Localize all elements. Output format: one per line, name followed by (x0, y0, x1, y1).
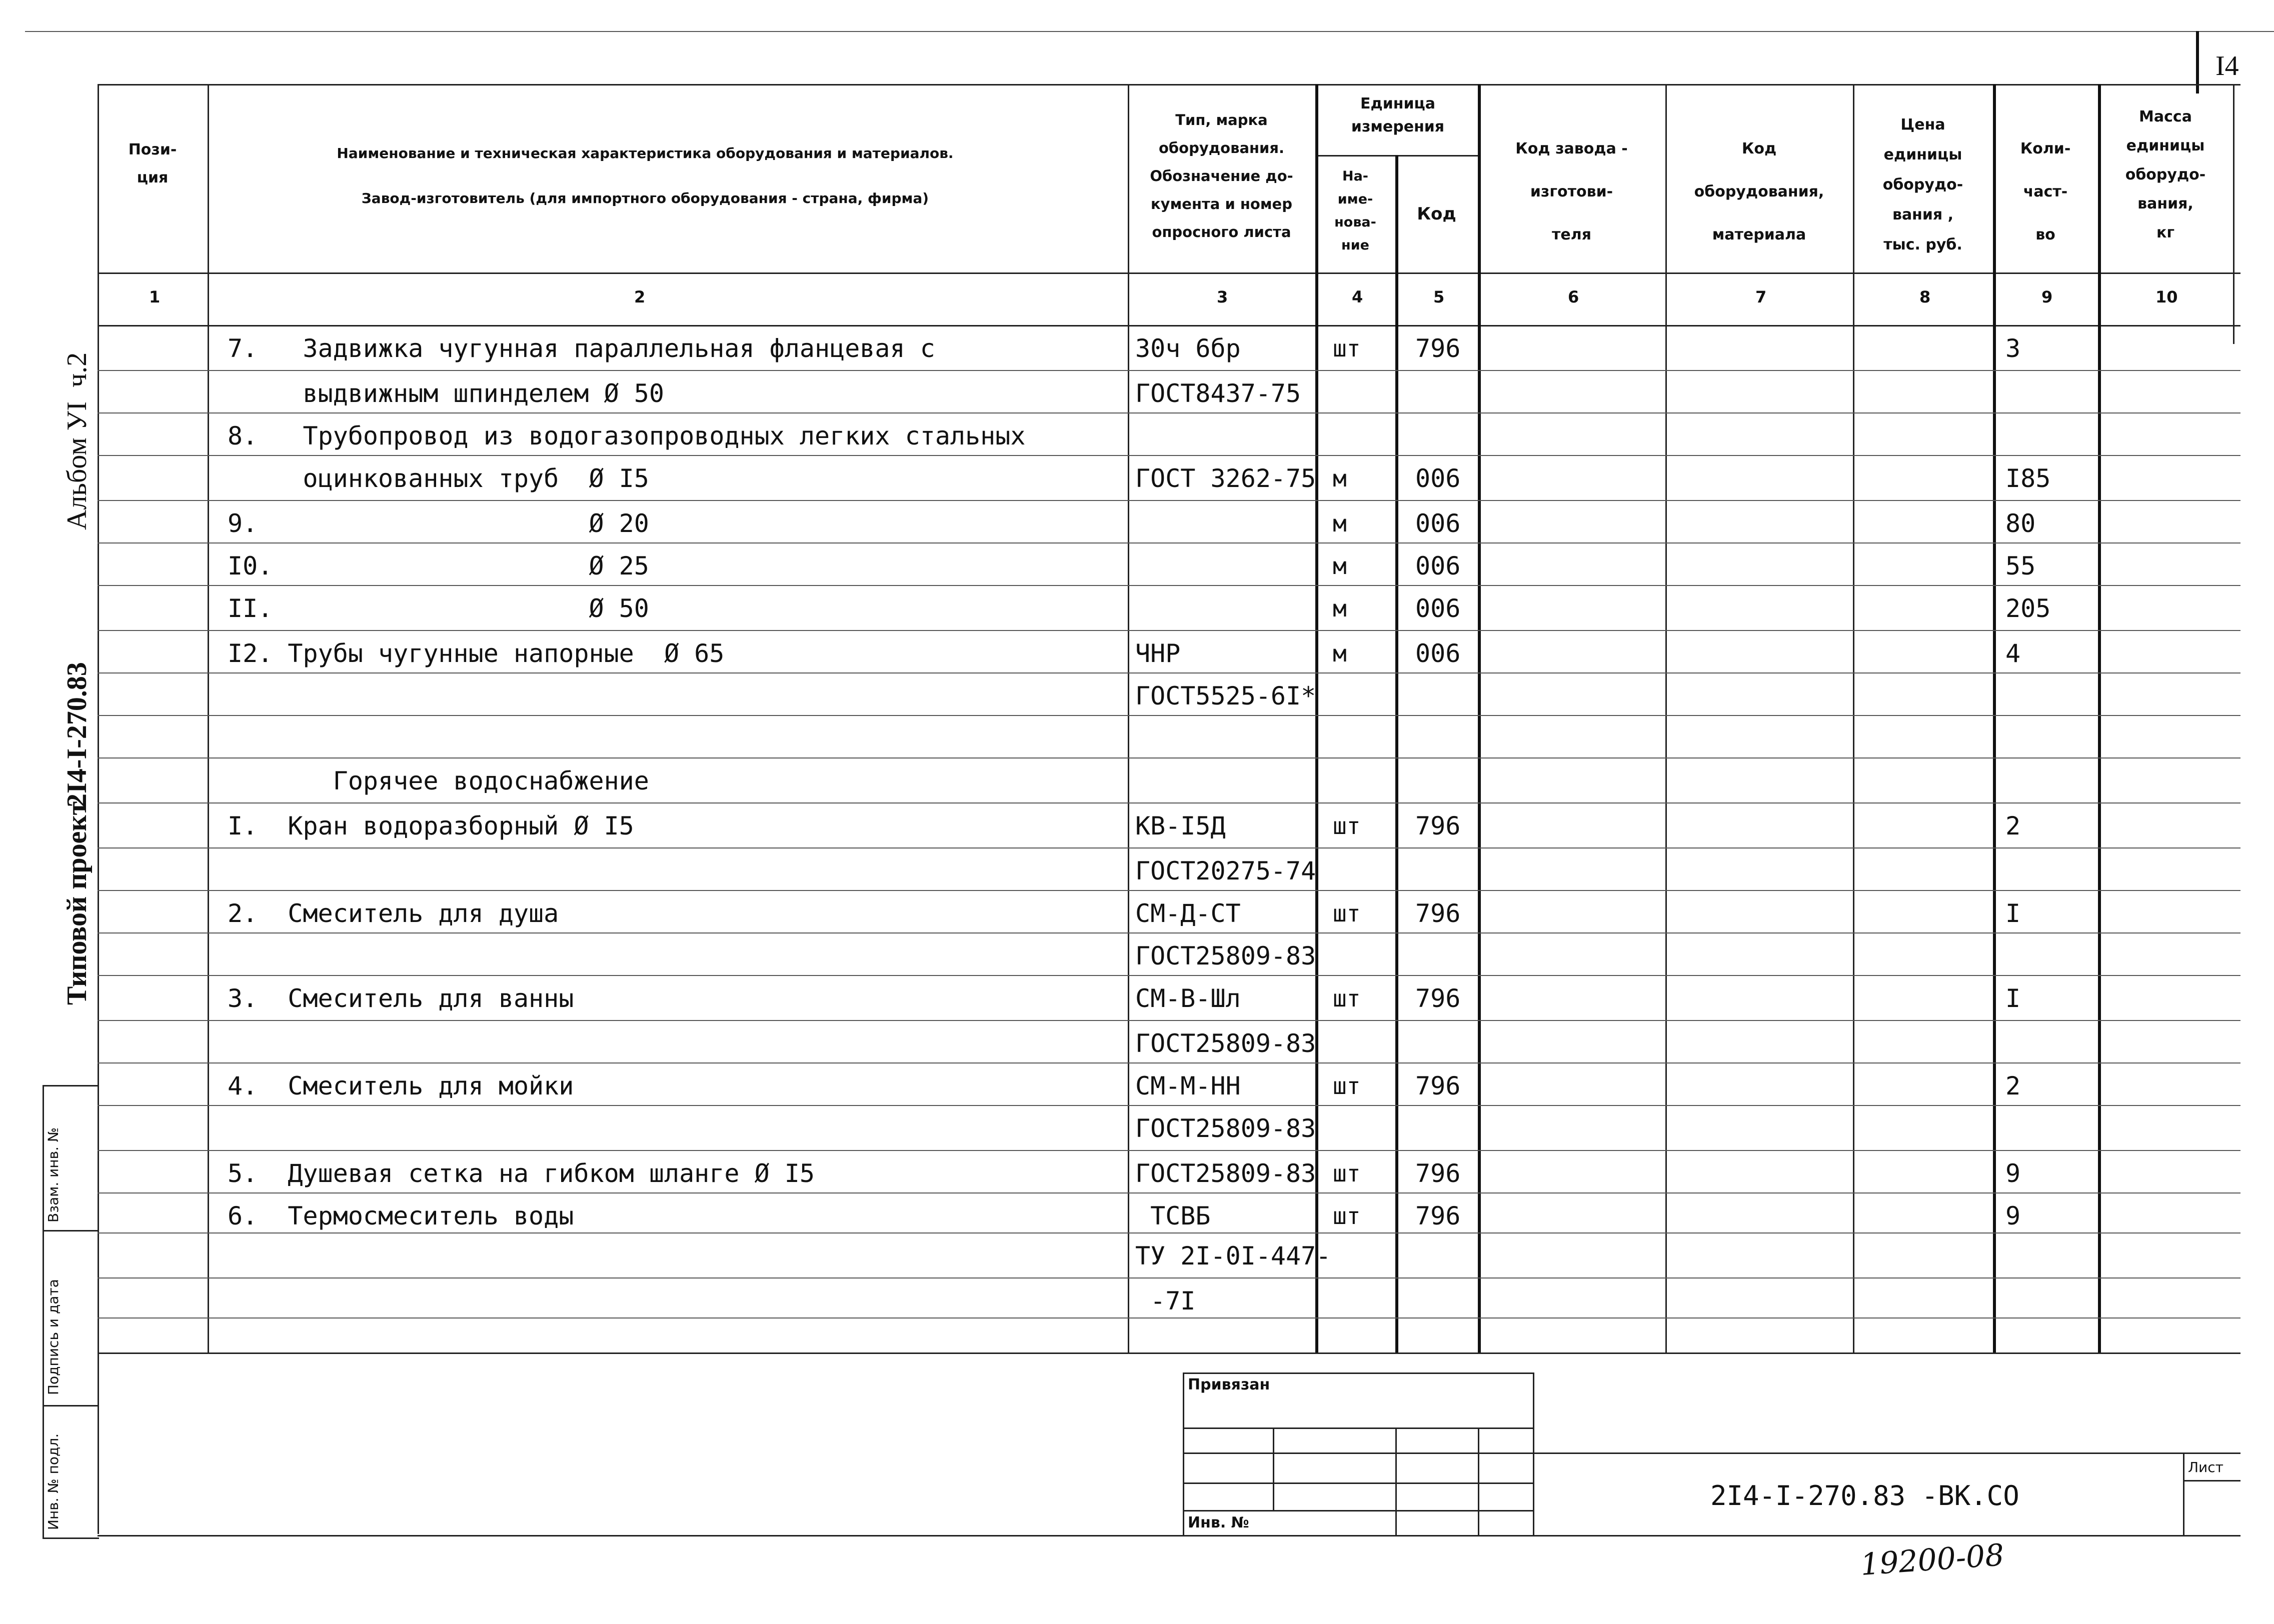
type-cell: ГОСТ25809-83 (1135, 942, 1316, 970)
type-cell: ГОСТ5525-6I* (1135, 682, 1316, 710)
row-divider (98, 1105, 2240, 1106)
unit-code-cell: 796 (1415, 1072, 1461, 1100)
item-name-cell: выдвижным шпинделем Ø 50 (228, 379, 664, 408)
row-divider (98, 1192, 2240, 1194)
header-position: Пози- ция (128, 141, 177, 186)
stamp-label-signature: Подпись и дата (45, 1279, 62, 1395)
unit-cell: м (1333, 640, 1347, 667)
item-name-cell: 9. Ø 20 (228, 509, 649, 538)
type-cell: ГОСТ25809-83 (1135, 1029, 1316, 1058)
table-top-border (98, 84, 2240, 86)
column-number: 1 (149, 288, 161, 306)
sheet-bottom-border (98, 1535, 2240, 1536)
item-name-cell: I0. Ø 25 (228, 552, 649, 580)
unit-code-cell: 006 (1415, 464, 1461, 493)
row-divider (98, 585, 2240, 586)
quantity-cell: 2 (2005, 1072, 2021, 1100)
item-name-cell: 4. Смеситель для мойки (228, 1072, 574, 1100)
header-bottom-border (98, 272, 2240, 274)
quantity-cell: 3 (2005, 334, 2021, 363)
table-left-border (98, 84, 99, 1534)
stamp-line (43, 1085, 99, 1086)
col-divider-2 (1128, 84, 1129, 1354)
header-unit-name: На- име- нова- ние (1334, 168, 1376, 253)
item-name-cell: 8. Трубопровод из водогазопроводных легких стальных (228, 422, 1026, 450)
top-border-line (25, 31, 2274, 32)
project-label: Типовой проект (62, 801, 93, 1005)
quantity-cell: 80 (2005, 509, 2036, 538)
type-cell: ЧНР (1135, 639, 1181, 668)
title-block-line (1533, 1452, 2240, 1454)
col-divider-9 (2098, 84, 2101, 1354)
sheet-box-border (2183, 1452, 2184, 1536)
row-divider (98, 370, 2240, 371)
type-cell: ТУ 2I-0I-447- (1135, 1242, 1331, 1270)
unit-cell: шт (1333, 335, 1361, 362)
row-divider (98, 630, 2240, 631)
quantity-cell: 9 (2005, 1159, 2021, 1188)
row-divider (98, 802, 2240, 804)
unit-code-cell: 006 (1415, 509, 1461, 538)
quantity-cell: I (2005, 984, 2021, 1013)
item-name-cell: 5. Душевая сетка на гибком шланге Ø I5 (228, 1159, 815, 1188)
unit-cell: шт (1333, 900, 1361, 927)
quantity-cell: 9 (2005, 1202, 2021, 1230)
unit-cell: м (1333, 465, 1347, 492)
header-name: Наименование и техническая характеристика оборудования и материалов. Завод-изготовитель (для импортного оборудования - страна, фирма) (337, 145, 954, 206)
binding-inv-label: Инв. № (1188, 1514, 1249, 1532)
page-number: I4 (2215, 50, 2239, 82)
type-cell: СМ-В-Шл (1135, 984, 1241, 1013)
unit-cell: шт (1333, 985, 1361, 1012)
column-number: 5 (1433, 288, 1445, 306)
type-cell: ГОСТ25809-83 (1135, 1159, 1316, 1188)
col-divider-8 (1993, 84, 1996, 1354)
header-quantity: Коли- част- во (2020, 140, 2071, 244)
column-number: 2 (634, 288, 646, 306)
sheet-box-line (2183, 1480, 2240, 1482)
item-name-cell: II. Ø 50 (228, 594, 649, 623)
unit-code-cell: 796 (1415, 1202, 1461, 1230)
quantity-cell: I85 (2005, 464, 2051, 493)
unit-code-cell: 006 (1415, 552, 1461, 580)
row-divider (98, 455, 2240, 456)
unit-code-cell: 006 (1415, 594, 1461, 623)
type-cell: ГОСТ25809-83 (1135, 1114, 1316, 1143)
row-divider (98, 672, 2240, 674)
colnum-bottom-border (98, 325, 2240, 326)
unit-code-cell: 006 (1415, 639, 1461, 668)
quantity-cell: 55 (2005, 552, 2036, 580)
column-number: 9 (2041, 288, 2053, 306)
row-divider (98, 500, 2240, 501)
col-divider-6 (1665, 84, 1667, 1354)
col-divider-5 (1478, 84, 1481, 1354)
column-number: 8 (1919, 288, 1931, 306)
row-divider (98, 542, 2240, 544)
row-divider (98, 1150, 2240, 1151)
unit-code-cell: 796 (1415, 984, 1461, 1013)
type-cell: СМ-Д-СТ (1135, 899, 1241, 928)
col-divider-4 (1395, 155, 1398, 1354)
type-cell: ГОСТ 3262-75 (1135, 464, 1316, 493)
quantity-cell: I (2005, 899, 2021, 928)
type-cell: ГОСТ8437-75 (1135, 379, 1301, 408)
item-name-cell: оцинкованных труб Ø I5 (228, 464, 649, 493)
column-number: 3 (1217, 288, 1228, 306)
stamp-column-left (43, 1085, 44, 1539)
type-cell: 30ч 6бр (1135, 334, 1241, 363)
item-name-cell: 6. Термосмеситель воды (228, 1202, 574, 1230)
stamp-line (43, 1538, 99, 1539)
table-right-border (2233, 84, 2234, 344)
header-factory-code: Код завода - изготови- теля (1515, 140, 1628, 244)
column-number: 10 (2155, 288, 2178, 306)
unit-cell: шт (1333, 1202, 1361, 1230)
document-code: 2I4-I-270.83 -ВК.СО (1710, 1480, 2019, 1512)
type-cell: ГОСТ20275-74 (1135, 856, 1316, 886)
stamp-label-inv-original: Инв. № подл. (45, 1433, 62, 1530)
item-name-cell: I. Кран водоразборный Ø I5 (228, 812, 634, 840)
row-divider (98, 1232, 2240, 1234)
album-label: Альбом УI ч.2 (62, 352, 93, 530)
type-cell: ТСВБ (1135, 1202, 1211, 1230)
sheet-label: Лист (2188, 1459, 2223, 1476)
unit-cell: м (1333, 595, 1347, 622)
unit-code-cell: 796 (1415, 334, 1461, 363)
unit-cell: м (1333, 552, 1347, 580)
quantity-cell: 2 (2005, 812, 2021, 840)
item-name-cell: 2. Смеситель для душа (228, 899, 559, 928)
binding-title: Привязан (1188, 1376, 1270, 1394)
header-equipment-code: Код оборудования, материала (1694, 140, 1824, 244)
item-name-cell: I2. Трубы чугунные напорные Ø 65 (228, 639, 725, 668)
col-divider-7 (1853, 84, 1854, 1354)
stamp-label-replaced-inv: Взам. инв. № (45, 1127, 62, 1222)
row-divider (98, 715, 2240, 716)
unit-code-cell: 796 (1415, 899, 1461, 928)
unit-code-cell: 796 (1415, 812, 1461, 840)
type-cell: СМ-М-НН (1135, 1072, 1241, 1100)
unit-cell: шт (1333, 1160, 1361, 1187)
unit-cell: шт (1333, 1072, 1361, 1100)
type-cell: КВ-I5Д (1135, 812, 1226, 840)
quantity-cell: 4 (2005, 639, 2021, 668)
header-unit-group: Единица измерения (1351, 95, 1445, 136)
column-number: 7 (1755, 288, 1767, 306)
row-divider (98, 890, 2240, 891)
row-divider (98, 975, 2240, 976)
item-name-cell: 7. Задвижка чугунная параллельная фланцевая с (228, 334, 935, 363)
row-divider (98, 1062, 2240, 1064)
stamp-line (43, 1405, 99, 1406)
unit-code-cell: 796 (1415, 1159, 1461, 1188)
stamp-line (43, 1230, 99, 1232)
unit-cell: м (1333, 510, 1347, 537)
project-number: 2I4-I-270.83 (62, 662, 93, 808)
row-divider (98, 1020, 2240, 1021)
handwritten-number: 19200-08 (1859, 1538, 2005, 1582)
row-divider (98, 412, 2240, 414)
unit-cell: шт (1333, 812, 1361, 840)
header-type: Тип, марка оборудования. Обозначение до- кумента и номер опросного листа (1150, 112, 1293, 240)
header-unit-code: Код (1417, 204, 1456, 224)
item-name-cell: Горячее водоснабжение (228, 766, 649, 796)
column-number: 6 (1568, 288, 1579, 306)
type-cell: -7I (1135, 1286, 1196, 1316)
header-price: Цена единицы оборудо- вания , тыс. руб. (1882, 116, 1963, 254)
row-divider (98, 932, 2240, 934)
item-name-cell: 3. Смеситель для ванны (228, 984, 574, 1013)
table-bottom-border (98, 1352, 2240, 1354)
quantity-cell: 205 (2005, 594, 2051, 623)
header-mass: Масса единицы оборудо- вания, кг (2125, 108, 2206, 242)
col-divider-1 (208, 84, 209, 1354)
column-number: 4 (1352, 288, 1363, 306)
